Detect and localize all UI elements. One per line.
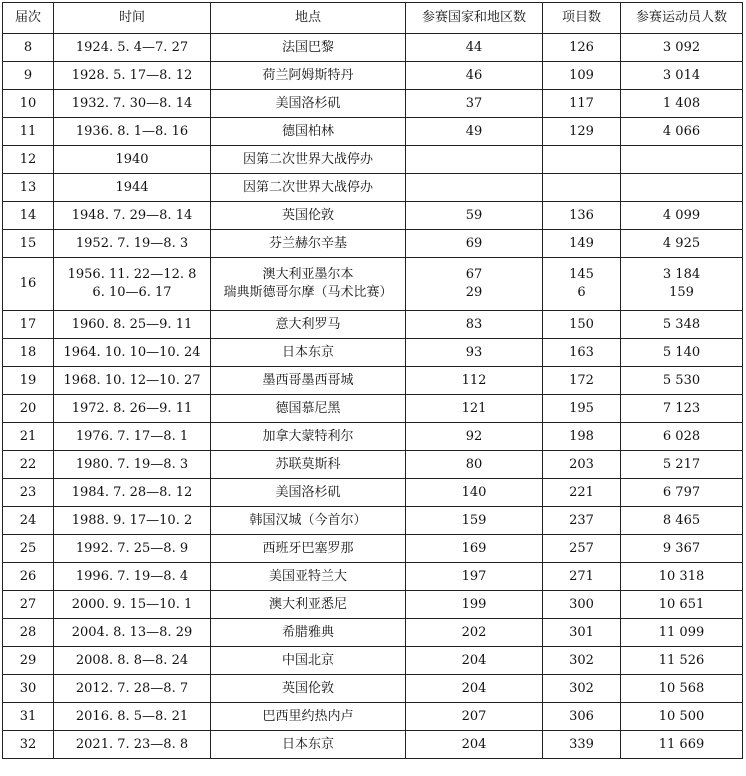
place-cell: 巴西里约热内卢	[211, 703, 406, 731]
events-cell: 306	[543, 703, 621, 731]
date-cell: 1924. 5. 4—7. 27	[54, 34, 211, 62]
athletes-cell: 10 318	[621, 563, 743, 591]
date-cell: 1988. 9. 17—10. 2	[54, 507, 211, 535]
nations-cell	[406, 258, 543, 311]
nations-cell: 80	[406, 451, 543, 479]
nations-cell: 83	[406, 311, 543, 339]
place-cell: 德国柏林	[211, 118, 406, 146]
athletes-cell: 4 099	[621, 202, 743, 230]
nations-cell: 37	[406, 90, 543, 118]
athletes-line-1: 3 184	[662, 267, 701, 282]
table-row	[3, 34, 743, 62]
table-row	[3, 563, 743, 591]
athletes-cell: 5 217	[621, 451, 743, 479]
events-cell: 198	[543, 423, 621, 451]
table-row	[3, 703, 743, 731]
nations-cell	[406, 174, 543, 202]
events-cell	[543, 146, 621, 174]
olympic-games-table	[2, 2, 743, 759]
date-cell: 2016. 8. 5—8. 21	[54, 703, 211, 731]
athletes-line-2: 159	[669, 285, 694, 300]
table-row	[3, 619, 743, 647]
session-cell: 28	[3, 619, 54, 647]
events-line-2: 6	[577, 285, 586, 300]
date-cell: 1944	[54, 174, 211, 202]
table-body	[3, 34, 743, 759]
events-cell: 302	[543, 675, 621, 703]
nations-cell: 159	[406, 507, 543, 535]
place-cell: 希腊雅典	[211, 619, 406, 647]
session-cell: 27	[3, 591, 54, 619]
nations-cell: 202	[406, 619, 543, 647]
session-cell: 15	[3, 230, 54, 258]
table-row	[3, 731, 743, 759]
session-cell: 10	[3, 90, 54, 118]
place-cell: 因第二次世界大战停办	[211, 174, 406, 202]
session-cell: 25	[3, 535, 54, 563]
events-cell: 129	[543, 118, 621, 146]
place-cell: 美国洛杉矶	[211, 479, 406, 507]
table-row	[3, 479, 743, 507]
nations-cell: 93	[406, 339, 543, 367]
date-cell: 1952. 7. 19—8. 3	[54, 230, 211, 258]
place-line-1: 澳大利亚墨尔本	[262, 267, 354, 282]
place-cell: 日本东京	[211, 731, 406, 759]
nations-cell: 46	[406, 62, 543, 90]
place-cell: 意大利罗马	[211, 311, 406, 339]
athletes-cell: 5 348	[621, 311, 743, 339]
header-date: 时间	[54, 3, 211, 34]
events-cell: 237	[543, 507, 621, 535]
table-row	[3, 258, 743, 311]
athletes-cell: 11 099	[621, 619, 743, 647]
nations-cell: 204	[406, 731, 543, 759]
table-row	[3, 423, 743, 451]
date-cell: 1932. 7. 30—8. 14	[54, 90, 211, 118]
place-cell: 英国伦敦	[211, 202, 406, 230]
session-cell: 14	[3, 202, 54, 230]
athletes-cell: 10 500	[621, 703, 743, 731]
athletes-cell: 3 092	[621, 34, 743, 62]
nations-cell: 69	[406, 230, 543, 258]
nations-cell: 207	[406, 703, 543, 731]
session-cell: 26	[3, 563, 54, 591]
place-cell: 苏联莫斯科	[211, 451, 406, 479]
table-row	[3, 591, 743, 619]
table-row	[3, 535, 743, 563]
athletes-cell	[621, 146, 743, 174]
athletes-cell	[621, 174, 743, 202]
session-cell: 30	[3, 675, 54, 703]
athletes-cell: 3 014	[621, 62, 743, 90]
date-cell: 2008. 8. 8—8. 24	[54, 647, 211, 675]
events-cell: 136	[543, 202, 621, 230]
events-cell: 257	[543, 535, 621, 563]
athletes-cell: 5 140	[621, 339, 743, 367]
date-cell: 1984. 7. 28—8. 12	[54, 479, 211, 507]
athletes-cell: 10 568	[621, 675, 743, 703]
session-cell: 22	[3, 451, 54, 479]
nations-cell: 92	[406, 423, 543, 451]
place-cell: 中国北京	[211, 647, 406, 675]
events-cell	[543, 258, 621, 311]
athletes-cell: 11 526	[621, 647, 743, 675]
table-row	[3, 675, 743, 703]
athletes-cell: 9 367	[621, 535, 743, 563]
place-cell: 芬兰赫尔辛基	[211, 230, 406, 258]
place-cell: 日本东京	[211, 339, 406, 367]
athletes-cell	[621, 258, 743, 311]
events-cell: 172	[543, 367, 621, 395]
nations-cell: 169	[406, 535, 543, 563]
place-cell: 德国慕尼黑	[211, 395, 406, 423]
athletes-cell: 10 651	[621, 591, 743, 619]
place-cell: 英国伦敦	[211, 675, 406, 703]
session-cell: 24	[3, 507, 54, 535]
table-row	[3, 647, 743, 675]
place-cell: 西班牙巴塞罗那	[211, 535, 406, 563]
date-cell: 1960. 8. 25—9. 11	[54, 311, 211, 339]
athletes-cell: 6 028	[621, 423, 743, 451]
table-row	[3, 507, 743, 535]
date-cell: 1948. 7. 29—8. 14	[54, 202, 211, 230]
place-cell: 韩国汉城（今首尔）	[211, 507, 406, 535]
table-row	[3, 367, 743, 395]
session-cell: 32	[3, 731, 54, 759]
events-cell: 195	[543, 395, 621, 423]
events-cell: 221	[543, 479, 621, 507]
place-cell: 澳大利亚悉尼	[211, 591, 406, 619]
header-events: 项目数	[543, 3, 621, 34]
date-cell: 1928. 5. 17—8. 12	[54, 62, 211, 90]
session-cell: 20	[3, 395, 54, 423]
date-cell: 1976. 7. 17—8. 1	[54, 423, 211, 451]
table-header	[3, 3, 743, 34]
table-row	[3, 202, 743, 230]
date-cell: 1936. 8. 1—8. 16	[54, 118, 211, 146]
session-cell: 9	[3, 62, 54, 90]
header-place: 地点	[211, 3, 406, 34]
session-cell: 29	[3, 647, 54, 675]
place-cell: 荷兰阿姆斯特丹	[211, 62, 406, 90]
place-cell: 墨西哥墨西哥城	[211, 367, 406, 395]
date-cell: 1964. 10. 10—10. 24	[54, 339, 211, 367]
nations-cell: 59	[406, 202, 543, 230]
events-cell: 339	[543, 731, 621, 759]
session-cell: 19	[3, 367, 54, 395]
events-cell: 109	[543, 62, 621, 90]
events-cell: 149	[543, 230, 621, 258]
nations-cell: 121	[406, 395, 543, 423]
place-cell: 美国洛杉矶	[211, 90, 406, 118]
nations-cell: 112	[406, 367, 543, 395]
session-cell: 17	[3, 311, 54, 339]
athletes-cell: 5 530	[621, 367, 743, 395]
athletes-cell: 7 123	[621, 395, 743, 423]
nations-line-1: 67	[465, 267, 483, 282]
nations-cell: 197	[406, 563, 543, 591]
athletes-cell: 8 465	[621, 507, 743, 535]
events-cell	[543, 174, 621, 202]
table-row	[3, 174, 743, 202]
date-cell: 2004. 8. 13—8. 29	[54, 619, 211, 647]
athletes-cell: 6 797	[621, 479, 743, 507]
header-athletes: 参赛运动员人数	[621, 3, 743, 34]
nations-cell	[406, 146, 543, 174]
events-cell: 126	[543, 34, 621, 62]
session-cell: 16	[3, 258, 54, 311]
events-line-1: 145	[569, 267, 594, 282]
events-cell: 300	[543, 591, 621, 619]
events-cell: 117	[543, 90, 621, 118]
place-cell: 美国亚特兰大	[211, 563, 406, 591]
session-cell: 31	[3, 703, 54, 731]
date-cell: 1992. 7. 25—8. 9	[54, 535, 211, 563]
session-cell: 21	[3, 423, 54, 451]
events-cell: 301	[543, 619, 621, 647]
date-line-1: 1956. 11. 22—12. 8	[67, 267, 197, 282]
events-cell: 203	[543, 451, 621, 479]
nations-cell: 140	[406, 479, 543, 507]
table-row	[3, 118, 743, 146]
athletes-cell: 4 066	[621, 118, 743, 146]
place-cell: 因第二次世界大战停办	[211, 146, 406, 174]
nations-line-2: 29	[465, 285, 483, 300]
place-cell	[211, 258, 406, 311]
events-cell: 163	[543, 339, 621, 367]
date-cell: 1940	[54, 146, 211, 174]
date-cell: 1980. 7. 19—8. 3	[54, 451, 211, 479]
session-cell: 11	[3, 118, 54, 146]
table-row	[3, 311, 743, 339]
table-row	[3, 146, 743, 174]
table-row	[3, 90, 743, 118]
session-cell: 18	[3, 339, 54, 367]
place-cell: 加拿大蒙特利尔	[211, 423, 406, 451]
session-cell: 23	[3, 479, 54, 507]
nations-cell: 204	[406, 675, 543, 703]
session-cell: 8	[3, 34, 54, 62]
events-cell: 302	[543, 647, 621, 675]
header-nations: 参赛国家和地区数	[406, 3, 543, 34]
table-row	[3, 230, 743, 258]
place-line-2: 瑞典斯德哥尔摩（马术比赛）	[223, 285, 393, 300]
nations-cell: 44	[406, 34, 543, 62]
table-row	[3, 62, 743, 90]
session-cell: 13	[3, 174, 54, 202]
events-cell: 150	[543, 311, 621, 339]
athletes-cell: 11 669	[621, 731, 743, 759]
nations-cell: 49	[406, 118, 543, 146]
date-cell: 2021. 7. 23—8. 8	[54, 731, 211, 759]
date-cell: 1996. 7. 19—8. 4	[54, 563, 211, 591]
athletes-cell: 4 925	[621, 230, 743, 258]
athletes-cell: 1 408	[621, 90, 743, 118]
events-cell: 271	[543, 563, 621, 591]
date-line-2: 6. 10—6. 17	[92, 285, 172, 300]
table-row	[3, 395, 743, 423]
nations-cell: 204	[406, 647, 543, 675]
date-cell: 2012. 7. 28—8. 7	[54, 675, 211, 703]
date-cell	[54, 258, 211, 311]
date-cell: 2000. 9. 15—10. 1	[54, 591, 211, 619]
date-cell: 1972. 8. 26—9. 11	[54, 395, 211, 423]
header-session: 届次	[3, 3, 54, 34]
nations-cell: 199	[406, 591, 543, 619]
header-row	[3, 3, 743, 34]
session-cell: 12	[3, 146, 54, 174]
date-cell: 1968. 10. 12—10. 27	[54, 367, 211, 395]
place-cell: 法国巴黎	[211, 34, 406, 62]
table-row	[3, 339, 743, 367]
table-row	[3, 451, 743, 479]
